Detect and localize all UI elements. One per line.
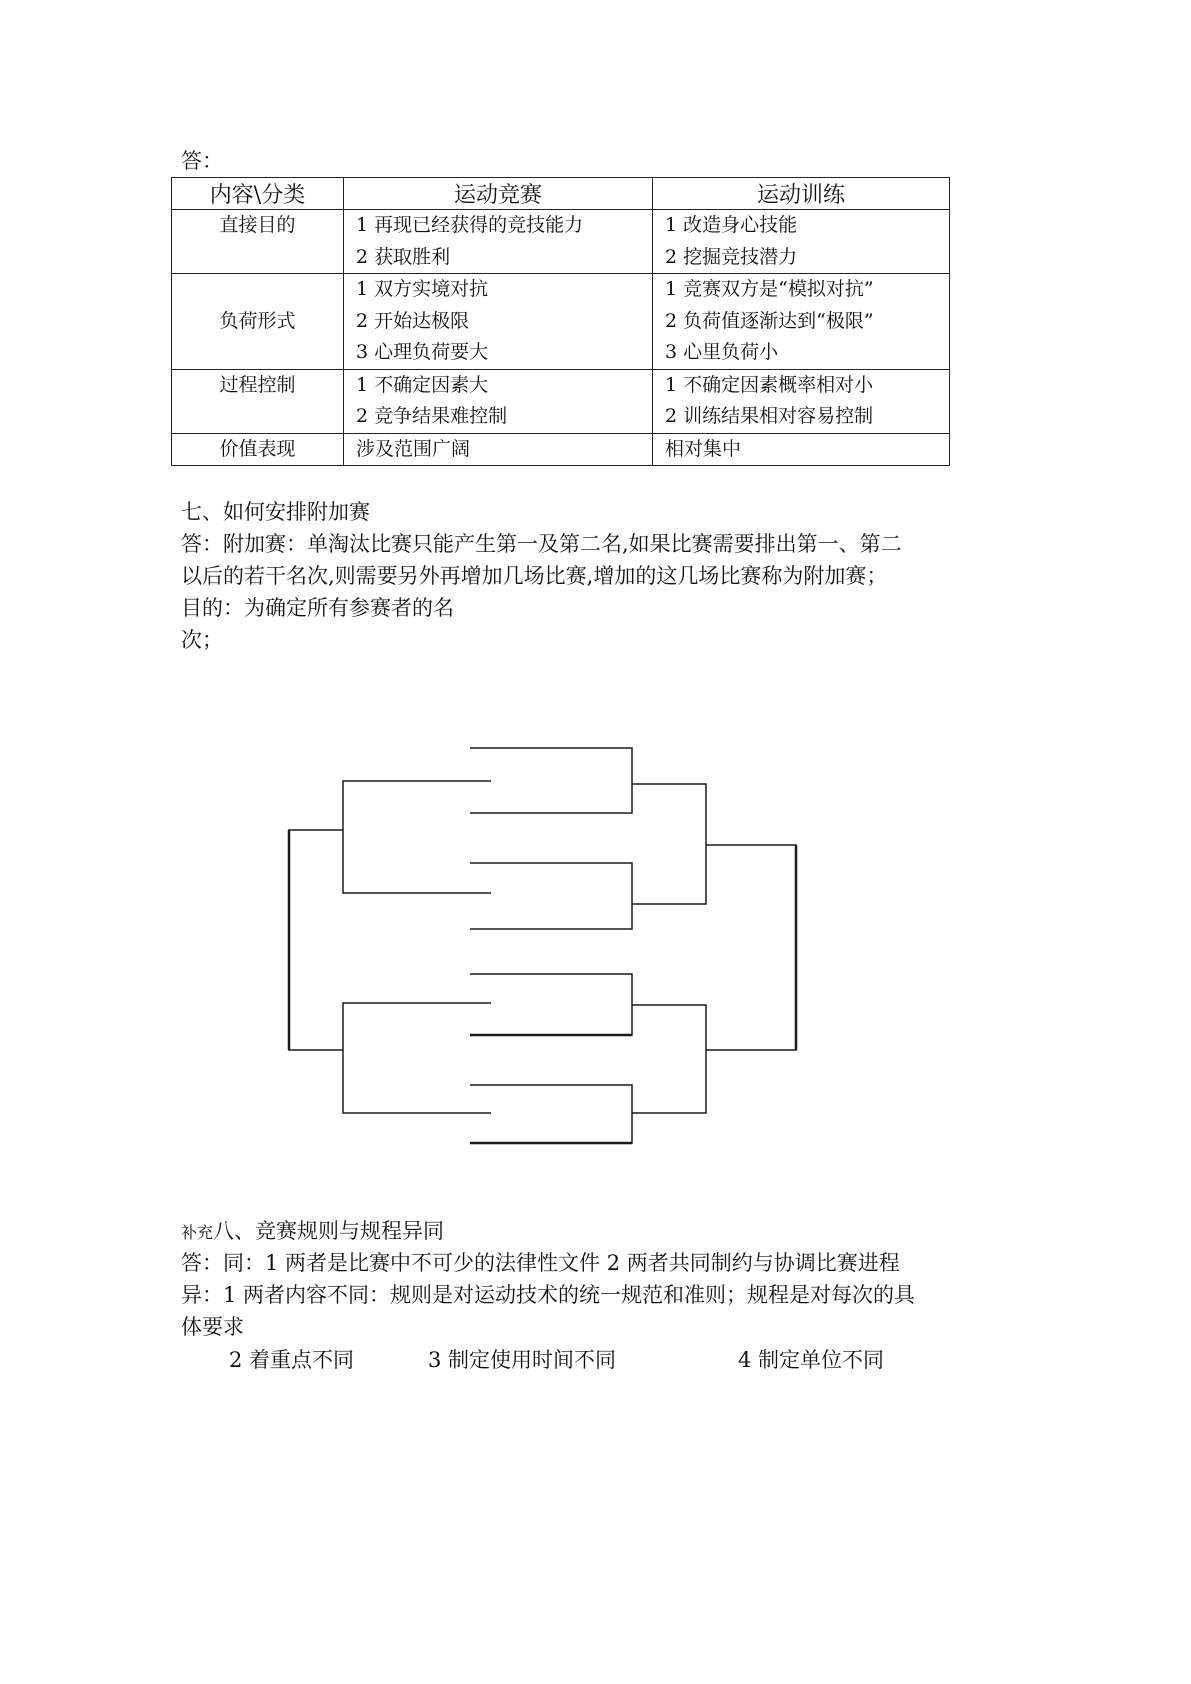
cell-line: 1 双方实境对抗 (356, 278, 489, 300)
category-text: 价值表现 (219, 437, 296, 460)
section8-title-row (181, 1215, 444, 1249)
section8-title: 八、竞赛规则与规程异同 (213, 1219, 445, 1243)
cell-line: 涉及范围广阔 (356, 437, 471, 460)
cell-line: 2 负荷值逐渐达到“极限” (665, 309, 874, 332)
header-competition: 运动竞赛 (344, 178, 653, 210)
category-text: 直接目的 (219, 214, 296, 236)
bracket-match (470, 863, 632, 929)
category-text: 负荷形式 (219, 309, 296, 332)
section8-item: 2 着重点不同 (229, 1348, 355, 1372)
section7-title: 七、如何安排附加赛 (181, 500, 370, 524)
section8-line: 异：1 两者内容不同：规则是对运动技术的统一规范和准则；规程是对每次的具 (181, 1283, 916, 1307)
cell-line: 3 心理负荷要大 (356, 341, 489, 363)
section8-line: 答：同：1 两者是比赛中不可少的法律性文件 2 两者共同制约与协调比赛进程 (181, 1251, 900, 1275)
section7-line: 次； (181, 628, 223, 652)
bracket-match (470, 748, 632, 813)
bracket-thick-lines (289, 830, 796, 1143)
cell-line: 2 开始达极限 (356, 309, 470, 332)
bracket-loser-match (343, 1003, 491, 1113)
bracket-match (470, 974, 632, 1035)
cell-line: 2 获取胜利 (356, 245, 451, 268)
answer-label: 答： (181, 149, 223, 173)
section8-title-prefix: 补充 (181, 1223, 214, 1242)
cell-line: 相对集中 (665, 437, 742, 460)
section7-line: 目的：为确定所有参赛者的名 (181, 596, 454, 620)
section7-line: 以后的若干名次,则需要另外再增加几场比赛,增加的这几场比赛称为附加赛； (181, 564, 888, 588)
section7-line: 答：附加赛：单淘汰比赛只能产生第一及第二名,如果比赛需要排出第一、第二 (181, 532, 902, 556)
cell-line: 2 挖掘竞技潜力 (665, 245, 798, 268)
bracket-loser-final (289, 830, 343, 1050)
header-training: 运动训练 (653, 178, 950, 210)
section8-item: 4 制定单位不同 (738, 1348, 885, 1372)
section8-line: 体要求 (181, 1315, 244, 1339)
cell-line: 1 改造身心技能 (665, 214, 798, 236)
section8-item: 3 制定使用时间不同 (428, 1348, 617, 1372)
bracket-final (706, 845, 796, 1050)
cell-line: 1 不确定因素概率相对小 (665, 373, 874, 396)
bracket-match (470, 1085, 632, 1143)
cell-line: 3 心里负荷小 (665, 341, 779, 363)
cell-line: 1 竞赛双方是“模拟对抗” (665, 278, 874, 300)
cell-line: 2 训练结果相对容易控制 (665, 405, 874, 427)
bracket-semi (632, 1005, 706, 1113)
cell-line: 2 竞争结果难控制 (356, 405, 508, 427)
category-text: 过程控制 (219, 373, 296, 396)
bracket-lines (289, 748, 796, 1143)
cell-line: 1 不确定因素大 (356, 373, 489, 396)
cell-line: 1 再现已经获得的竞技能力 (356, 214, 584, 236)
bracket-loser-match (343, 781, 491, 893)
header-category: 内容\分类 (172, 178, 344, 210)
bracket-semi (632, 784, 706, 904)
